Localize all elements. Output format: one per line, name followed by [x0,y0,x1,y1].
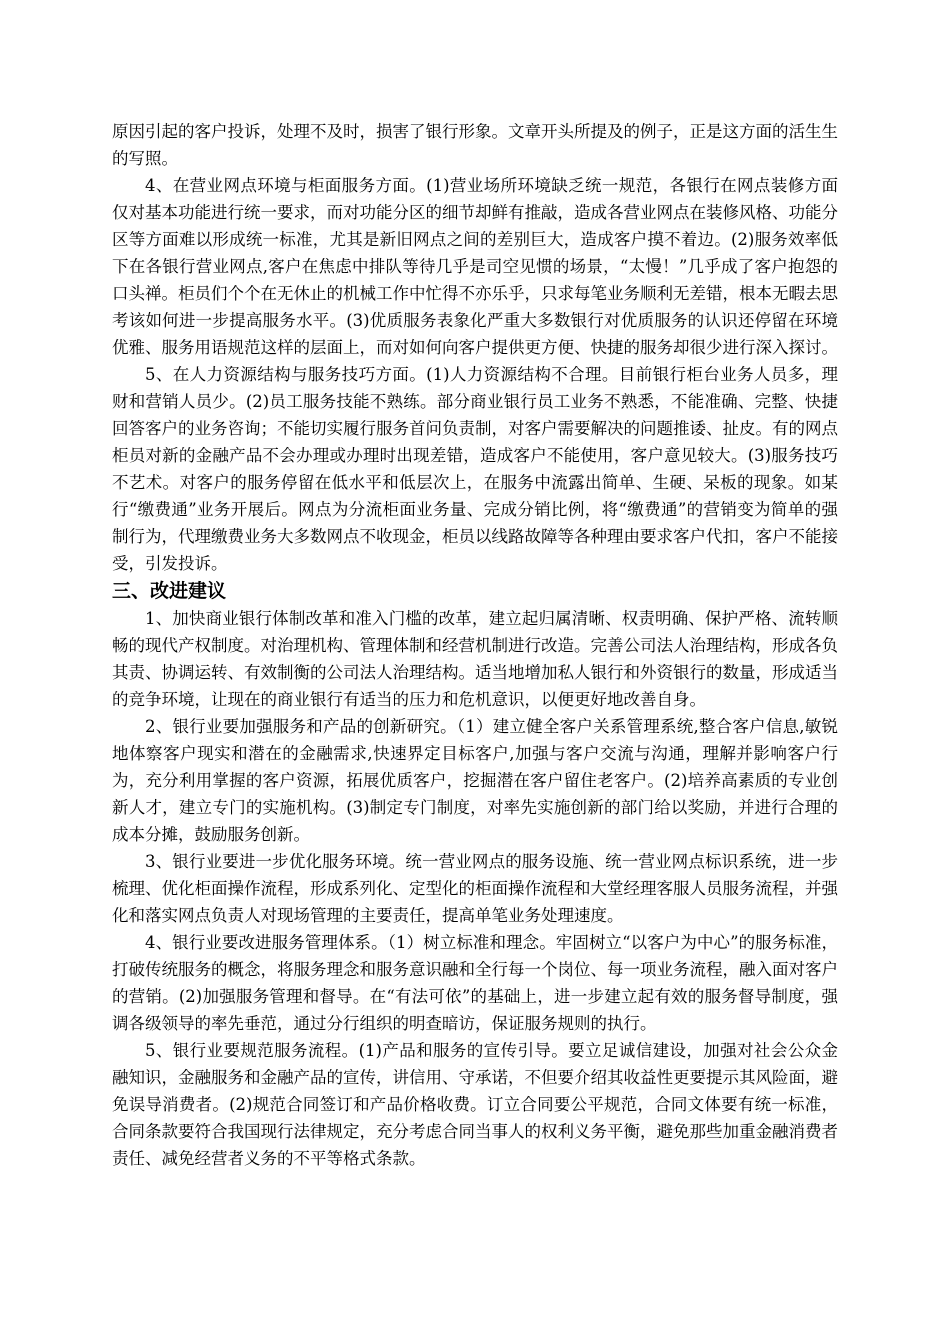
paragraph-suggestion-4: 4、银行业要改进服务管理体系。（1）树立标准和理念。牢固树立“以客户为中心”的服务标准，打破传统服务的概念，将服务理念和服务意识融和全行每一个岗位、每一项业务流程，融入面对客户的营销。(2)加强服务管理和督导。在“有法可依”的基础上，进一步建立起有效的服务督导制度，强调各级领导的率先垂范，通过分行组织的明查暗访，保证服务规则的执行。 [112,933,838,1033]
paragraph-suggestion-3: 3、银行业要进一步优化服务环境。统一营业网点的服务设施、统一营业网点标识系统，进一步梳理、优化柜面操作流程，形成系列化、定型化的柜面操作流程和大堂经理客服人员服务流程，并强化和落实网点负责人对现场管理的主要责任，提高单笔业务处理速度。 [112,852,838,925]
paragraph-item-4-environment: 4、在营业网点环境与柜面服务方面。(1)营业场所环境缺乏统一规范，各银行在网点装修方面仅对基本功能进行统一要求，而对功能分区的细节却鲜有推敲，造成各营业网点在装修风格、功能分区等方面难以形成统一标准，尤其是新旧网点之间的差别巨大，造成客户摸不着边。(2)服务效率低下在各银行营业网点,客户在焦虑中排队等待几乎是司空见惯的场景，“太慢！”几乎成了客户抱怨的口头禅。柜员们个个在无休止的机械工作中忙得不亦乐乎，只求每笔业务顺利无差错，根本无暇去思考该如何进一步提高服务水平。(3)优质服务表象化严重大多数银行对优质服务的认识还停留在环境优雅、服务用语规范这样的层面上，而对如何向客户提供更方便、快捷的服务却很少进行深入探讨。 [112,176,838,357]
paragraph-item-5-human-resources: 5、在人力资源结构与服务技巧方面。(1)人力资源结构不合理。目前银行柜台业务人员多，理财和营销人员少。(2)员工服务技能不熟练。部分商业银行员工业务不熟悉，不能准确、完整、快捷回答客户的业务咨询；不能切实履行服务首问负责制，对客户需要解决的问题推诿、扯皮。有的网点柜员对新的金融产品不会办理或办理时出现差错，造成客户不能使用，客户意见较大。(3)服务技巧不艺术。对客户的服务停留在低水平和低层次上，在服务中流露出简单、生硬、呆板的现象。如某行“缴费通”业务开展后。网点为分流柜面业务量、完成分销比例，将“缴费通”的营销变为简单的强制行为，代理缴费业务大多数网点不收现金，柜员以线路故障等各种理由要求客户代扣，客户不能接受，引发投诉。 [112,365,838,573]
paragraph-suggestion-5: 5、银行业要规范服务流程。(1)产品和服务的宣传引导。要立足诚信建设，加强对社会公众金融知识，金融服务和金融产品的宣传，讲信用、守承诺，不但要介绍其收益性更要提示其风险面，避免误导消费者。(2)规范合同签订和产品价格收费。订立合同要公平规范，合同文体要有统一标准，合同条款要符合我国现行法律规定，充分考虑合同当事人的权利义务平衡，避免那些加重金融消费者责任、减免经营者义务的不平等格式条款。 [112,1041,838,1168]
document-page [112,118,838,1172]
paragraph-suggestion-2: 2、银行业要加强服务和产品的创新研究。（1）建立健全客户关系管理系统,整合客户信息,敏锐地体察客户现实和潜在的金融需求,快速界定目标客户,加强与客户交流与沟通，理解并影响客户行为，充分利用掌握的客户资源，拓展优质客户，挖掘潜在客户留住老客户。(2)培养高素质的专业创新人才，建立专门的实施机构。(3)制定专门制度，对率先实施创新的部门给以奖励，并进行合理的成本分摊，鼓励服务创新。 [112,717,838,844]
paragraph-suggestion-1: 1、加快商业银行体制改革和准入门槛的改革，建立起归属清晰、权责明确、保护严格、流转顺畅的现代产权制度。对治理机构、管理体制和经营机制进行改造。完善公司法人治理结构，形成各负其责、协调运转、有效制衡的公司法人治理结构。适当地增加私人银行和外资银行的数量，形成适当的竞争环境，让现在的商业银行有适当的压力和危机意识，以便更好地改善自身。 [112,609,838,709]
section-heading: 三、改进建议 [112,580,227,602]
paragraph-continuation: 原因引起的客户投诉，处理不及时，损害了银行形象。文章开头所提及的例子，正是这方面的活生生的写照。 [112,122,838,168]
